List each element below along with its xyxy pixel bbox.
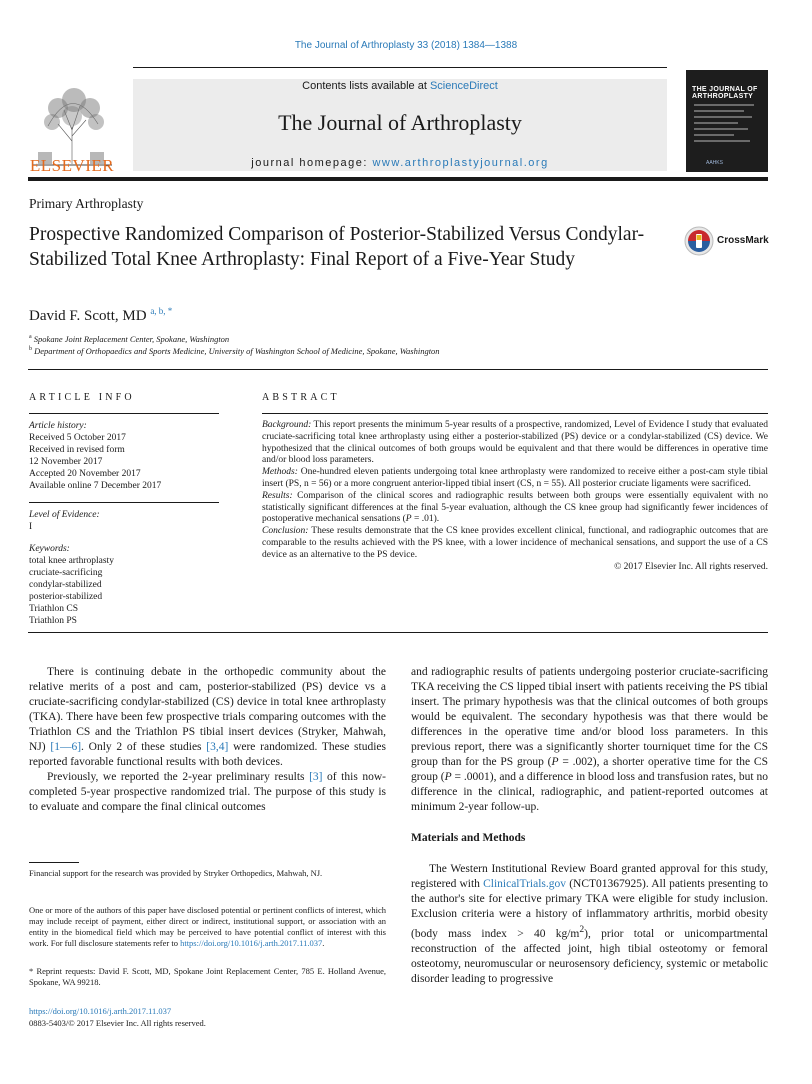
homepage-prefix: journal homepage: (251, 157, 373, 169)
p-value-symbol: P (405, 514, 412, 525)
methods-paragraph-1 (411, 862, 768, 987)
evidence-value: I (29, 522, 33, 532)
crossmark-icon (684, 226, 714, 256)
article-title: Prospective Randomized Comparison of Posterior-Stabilized Versus Condylar-Stabilized Total Knee Arthroplasty: Final Report of a Five-Year Study (29, 224, 645, 270)
history-label: Article history: (29, 421, 87, 431)
p-value-symbol: P (444, 771, 452, 783)
doi-link[interactable]: https://doi.org/10.1016/j.arth.2017.11.037 (29, 1006, 172, 1016)
issn-copyright: 0883-5403/© 2017 Elsevier Inc. All rights reserved. (29, 1018, 206, 1028)
intro-paragraph-1 (29, 665, 386, 770)
text-run: . (322, 938, 325, 948)
crossmark-label: CrossMark (717, 235, 769, 246)
contents-available-line (133, 80, 667, 92)
intro-paragraph-2 (29, 770, 386, 815)
methods-label: Methods: (262, 467, 298, 478)
abstract-bottom-rule (28, 632, 768, 633)
cover-title: THE JOURNAL OF ARTHROPLASTY (692, 86, 758, 100)
author-affiliation-marks[interactable]: a, b, * (150, 306, 173, 316)
history-item: Received in revised form (29, 445, 125, 455)
results-text: Comparison of the clinical scores and radiographic results between both groups were essentially equivalent with no statistically significant differences at the final 5-year evaluation, although the CS knee group had significantly fewer incidences of postoperative mechanical sensations ( (262, 490, 768, 525)
abstract-rule (262, 413, 768, 414)
reference-link[interactable]: [3,4] (206, 741, 229, 753)
sciencedirect-link[interactable]: ScienceDirect (429, 80, 498, 92)
author-name: David F. Scott, MD (29, 308, 151, 324)
text-run: There is continuing debate in the orthopedic community about the relative merits of a post and cam, posterior-stabilized (PS) device vs a cruciate-sacrificing condylar-stabilized (CS) device in total knee arthroplasty (TKA). There have been few prospective trials comparing outcomes with the Triathlon CS and the Triathlon PS tibial insert devices (Stryker, Mahwah, NJ) (29, 666, 386, 753)
clinicaltrials-link[interactable]: ClinicalTrials.gov (483, 878, 567, 890)
abstract-heading: ABSTRACT (262, 392, 340, 403)
text-run: = .0001), and a difference in blood loss and transfusion rates, but no difference in the clinical, radiographic, and patient-reported outcomes at minimum 2-year follow-up. (411, 771, 768, 813)
article-info-rule (29, 502, 219, 503)
journal-citation[interactable]: The Journal of Arthroplasty 33 (2018) 1384—1388 (294, 40, 518, 51)
disclosure-link[interactable]: https://doi.org/10.1016/j.arth.2017.11.037 (180, 938, 323, 948)
superscript: 2 (579, 924, 585, 935)
methods-text: One-hundred eleven patients undergoing total knee arthroplasty were randomized to receive either a post-cam style tibial insert (PS, n = 56) or a more congruent anterior-lipped tibial insert (CS, n = 55). All posterior cruciate ligaments were sacrificed. (262, 467, 768, 489)
materials-methods-heading: Materials and Methods (411, 832, 526, 844)
text-run: . Only 2 of these studies (81, 741, 207, 753)
article-history (29, 420, 219, 492)
text-run: One or more of the authors of this paper have disclosed potential or pertinent conflicts of interest, which may include receipt of payment, either direct or indirect, institutional support, or association with an entity in the biomedical field which may be perceived to have potential conflict of interest with this work. For full disclosure statements refer to (29, 905, 386, 948)
article-info-heading: ARTICLE INFO (29, 392, 135, 403)
author-line (29, 306, 172, 325)
affiliation-mark: b (29, 346, 32, 353)
journal-homepage-link[interactable]: www.arthroplastyjournal.org (372, 157, 549, 169)
journal-homepage-line (133, 157, 667, 169)
header-bottom-rule (28, 177, 768, 181)
history-item: Accepted 20 November 2017 (29, 469, 141, 479)
article-info-rule (29, 413, 219, 414)
reference-link[interactable]: [1—6] (50, 741, 82, 753)
reference-link[interactable]: [3] (309, 771, 323, 783)
conclusion-label: Conclusion: (262, 526, 309, 537)
abstract-methods (262, 467, 768, 491)
evidence-label: Level of Evidence: (29, 510, 100, 520)
header-top-rule (133, 67, 667, 68)
continued-paragraph (411, 665, 768, 815)
affiliation-mark: a (29, 334, 32, 341)
abstract-copyright: © 2017 Elsevier Inc. All rights reserved. (614, 561, 768, 572)
keyword-item: condylar-stabilized (29, 580, 102, 590)
funding-footnote: Financial support for the research was provided by Stryker Orthopedics, Mahwah, NJ. (29, 868, 323, 878)
body-left-column (29, 665, 386, 815)
background-text: This report presents the minimum 5-year results of a prospective, randomized, Level of Evidence I study that evaluated cruciate-sacrificing total knee arthroplasty using either a posterior-stabilized (PS) device or a condylar-stabilized (CS) device. We hypothesized that the clinical outcomes of both groups would be equivalent and that there would be differences in operative time and/or blood loss parameters. (262, 420, 768, 466)
article-section-label: Primary Arthroplasty (29, 196, 144, 211)
keyword-item: Triathlon CS (29, 604, 79, 614)
conclusion-text: These results demonstrate that the CS knee provides excellent clinical, functional, and radiographic outcomes that are comparable to the results achieved with the PS knee, with a lower incidence of mechanical sensations, and support the use of a CS device as an alternative to the PS device. (262, 526, 768, 560)
history-item: Received 5 October 2017 (29, 433, 126, 443)
history-item: Available online 7 December 2017 (29, 481, 162, 491)
text-run: = .002), a shorter operative time for the CS group ( (411, 756, 768, 783)
results-text-end: = .01). (411, 514, 440, 525)
affiliations-rule (28, 369, 768, 370)
affiliation-b (29, 346, 440, 356)
keyword-item: cruciate-sacrificing (29, 568, 103, 578)
keyword-item: total knee arthroplasty (29, 556, 114, 566)
keyword-item: posterior-stabilized (29, 592, 103, 602)
background-label: Background: (262, 420, 312, 430)
crossmark-button[interactable] (684, 226, 768, 256)
text-run: of this now-completed 5-year prospective randomized trial. The purpose of this study is to evaluate and compare the final clinical outcomes (29, 771, 386, 813)
abstract-column (262, 392, 768, 573)
affiliation-text: Department of Orthopaedics and Sports Medicine, University of Washington School of Medicine, Spokane, Washington (34, 346, 440, 356)
reprint-footnote: * Reprint requests: David F. Scott, MD, Spokane Joint Replacement Center, 785 E. Holland Avenue, Spokane, WA 99218. (29, 966, 386, 987)
contents-prefix: Contents lists available at (302, 80, 430, 92)
abstract-conclusion (262, 526, 768, 561)
body-right-column (411, 665, 768, 987)
p-value-symbol: P (551, 756, 559, 768)
cover-text-lines (694, 104, 760, 146)
text-run: The Western Institutional Review Board granted approval for this study, registered with (411, 863, 768, 890)
keywords-label: Keywords: (29, 544, 70, 554)
elsevier-wordmark[interactable]: ELSEVIER (29, 156, 115, 175)
history-item: 12 November 2017 (29, 457, 103, 467)
cover-aahks-logo: AAHKS (706, 160, 723, 166)
footnote-rule (29, 862, 79, 863)
keywords (29, 543, 219, 627)
results-label: Results: (262, 490, 293, 501)
text-run: (NCT01367925). All patients presenting to the author's site for elective primary TKA were eligible for study inclusion. Exclusion criteria were a history of inflammatory arthritis, morbid obesity (body mass index > 40 kg/m (411, 878, 768, 940)
text-run: ), prior total or unicompartmental reconstruction of the affected joint, high tibial osteotomy or femoral osteotomy, neuromuscular or neurosensory deficiency, systemic or metabolic disorder leading to progressive (411, 927, 768, 985)
abstract-background (262, 420, 768, 467)
affiliation-text: Spokane Joint Replacement Center, Spokane, Washington (33, 334, 230, 344)
journal-cover-image[interactable] (686, 70, 768, 172)
keyword-item: Triathlon PS (29, 616, 77, 626)
abstract-results (262, 491, 768, 526)
level-of-evidence (29, 509, 219, 533)
text-run: Previously, we reported the 2-year preliminary results (47, 771, 310, 783)
text-run: were randomized. These studies reported favorable functional results with both devices. (29, 741, 386, 768)
text-run: and radiographic results of patients undergoing posterior cruciate-sacrificing TKA receiving the CS lipped tibial insert with patients receiving the PS tibial insert. The primary hypothesis was that the clinical outcomes of both groups would be equivalent. The secondary hypothesis was that there would be differences in the operative time and/or blood loss parameters. In this previous report, there was a significantly shorter tourniquet time for the CS group than for the PS group ( (411, 666, 768, 768)
conflict-of-interest-footnote (29, 905, 386, 949)
article-info-column (29, 392, 219, 637)
affiliation-a (29, 334, 229, 344)
journal-name: The Journal of Arthroplasty (278, 110, 522, 135)
